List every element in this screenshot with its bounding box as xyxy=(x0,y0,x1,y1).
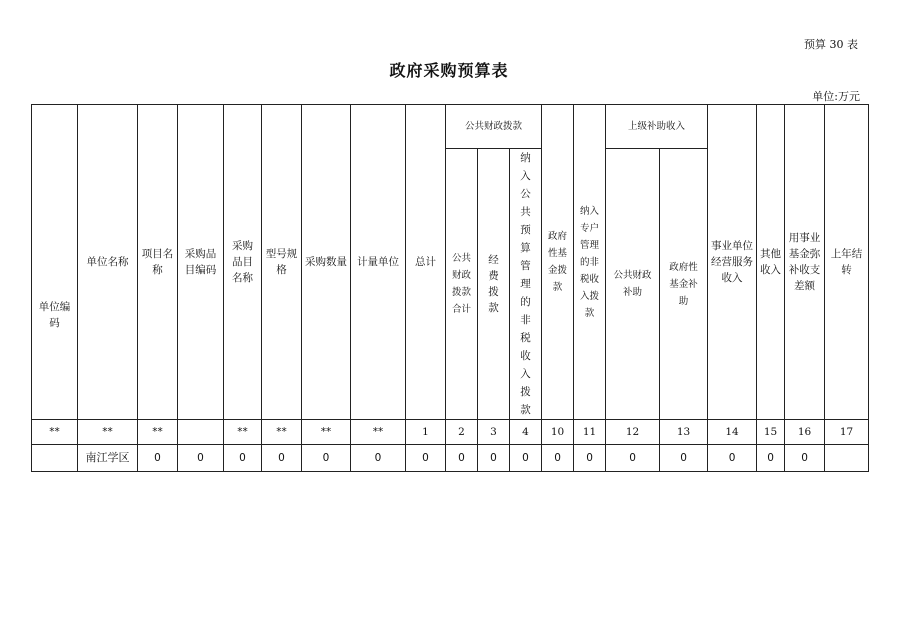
value-cell: 0 xyxy=(785,445,825,472)
header-superior-subsidy-group: 上级补助收入 xyxy=(606,105,708,149)
code-cell: ** xyxy=(262,420,302,445)
value-cell: 0 xyxy=(446,445,478,472)
code-cell: 3 xyxy=(478,420,510,445)
header-nontax-budget: 纳入公共预算管理的非税收入拨款 xyxy=(510,149,542,420)
unit-name-cell: 南江学区 xyxy=(78,445,138,472)
code-cell xyxy=(178,420,224,445)
header-public-fiscal-subtotal: 公共财政拨款合计 xyxy=(446,149,478,420)
code-cell: 17 xyxy=(825,420,869,445)
header-gov-fund: 政府性基金拨款 xyxy=(542,105,574,420)
value-cell: 0 xyxy=(606,445,660,472)
header-item-code: 采购品目编码 xyxy=(178,105,224,420)
header-carryover: 上年结转 xyxy=(825,105,869,420)
code-cell: ** xyxy=(302,420,351,445)
code-cell: 16 xyxy=(785,420,825,445)
procurement-budget-table xyxy=(31,104,869,472)
code-cell: ** xyxy=(224,420,262,445)
code-cell: 13 xyxy=(660,420,708,445)
code-cell: 12 xyxy=(606,420,660,445)
code-cell: 4 xyxy=(510,420,542,445)
header-item-name: 采购品目名称 xyxy=(224,105,262,420)
code-cell: 15 xyxy=(757,420,785,445)
unit-code-cell xyxy=(32,445,78,472)
value-cell: 0 xyxy=(224,445,262,472)
header-gov-fund-subsidy: 政府性基金补助 xyxy=(660,149,708,420)
header-public-fiscal-subsidy: 公共财政补助 xyxy=(606,149,660,420)
header-other-income: 其他收入 xyxy=(757,105,785,420)
column-code-row xyxy=(32,420,869,445)
value-cell: 0 xyxy=(542,445,574,472)
value-cell: 0 xyxy=(757,445,785,472)
value-cell: 0 xyxy=(138,445,178,472)
header-unit-name: 单位名称 xyxy=(78,105,138,420)
code-cell: ** xyxy=(78,420,138,445)
code-cell: 10 xyxy=(542,420,574,445)
code-cell: 14 xyxy=(708,420,757,445)
header-quantity: 采购数量 xyxy=(302,105,351,420)
header-unit-code: 单位编码 xyxy=(32,105,78,420)
code-cell: 2 xyxy=(446,420,478,445)
header-model-spec: 型号规格 xyxy=(262,105,302,420)
code-cell: 1 xyxy=(406,420,446,445)
value-cell: 0 xyxy=(178,445,224,472)
code-cell: ** xyxy=(32,420,78,445)
header-total: 总计 xyxy=(406,105,446,420)
value-cell: 0 xyxy=(708,445,757,472)
page-title: 政府采购预算表 xyxy=(389,61,509,80)
header-measure-unit: 计量单位 xyxy=(351,105,406,420)
code-cell: ** xyxy=(351,420,406,445)
code-cell: 11 xyxy=(574,420,606,445)
header-public-fiscal-group: 公共财政拨款 xyxy=(446,105,542,149)
code-cell: ** xyxy=(138,420,178,445)
header-project-name: 项目名称 xyxy=(138,105,178,420)
value-cell: 0 xyxy=(478,445,510,472)
table-row xyxy=(32,445,869,472)
value-cell xyxy=(825,445,869,472)
header-fund-offset: 用事业基金弥补收支差额 xyxy=(785,105,825,420)
value-cell: 0 xyxy=(574,445,606,472)
value-cell: 0 xyxy=(262,445,302,472)
unit-label: 单位:万元 xyxy=(812,90,860,103)
value-cell: 0 xyxy=(302,445,351,472)
value-cell: 0 xyxy=(406,445,446,472)
page-number-label: 预算 30 表 xyxy=(804,38,858,51)
header-special-account: 纳入专户管理的非税收入拨款 xyxy=(574,105,606,420)
value-cell: 0 xyxy=(510,445,542,472)
header-business-income: 事业单位经营服务收入 xyxy=(708,105,757,420)
header-fund-allocation: 经费拨款 xyxy=(478,149,510,420)
value-cell: 0 xyxy=(660,445,708,472)
value-cell: 0 xyxy=(351,445,406,472)
